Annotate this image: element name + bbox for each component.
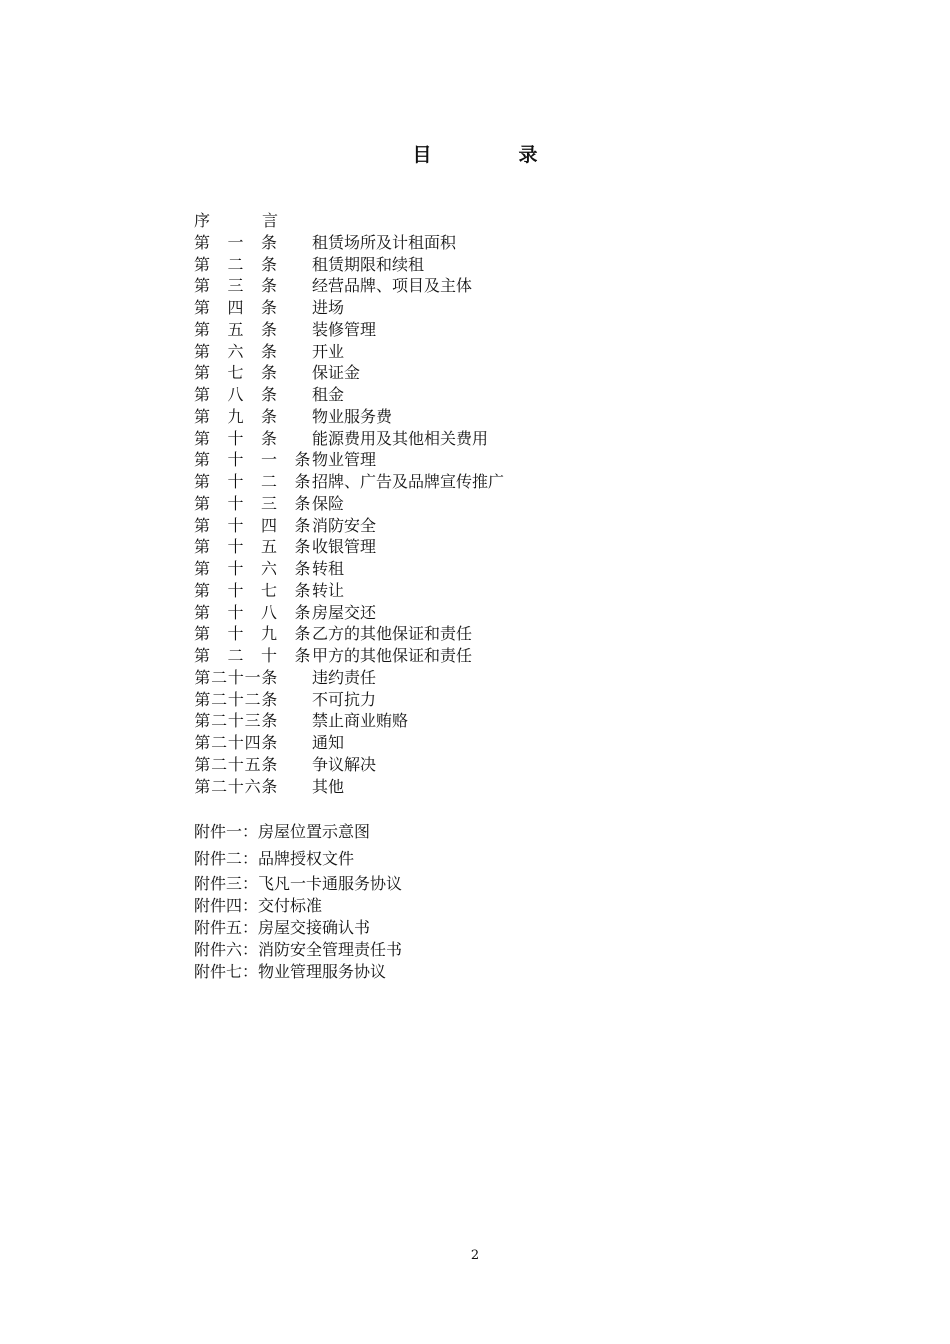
- article-number: 第 十 七 条: [194, 580, 311, 600]
- attachment-list: [194, 820, 402, 983]
- toc-row: [194, 319, 504, 341]
- toc-row: [194, 776, 504, 798]
- toc-row: [194, 232, 504, 254]
- article-name: 物业管理: [312, 450, 377, 470]
- toc-row: [194, 580, 504, 602]
- article-number: 第 十 二 条: [194, 472, 311, 491]
- page-number: 2: [470, 1248, 480, 1263]
- toc-row: [194, 623, 504, 645]
- attachment-item: 附件七：物业管理服务协议: [194, 962, 387, 981]
- article-name: 违约责任: [312, 667, 377, 687]
- toc-row: [194, 536, 504, 558]
- toc-row: [194, 428, 504, 450]
- preface-char-1: 序: [194, 211, 211, 230]
- toc-row: [194, 493, 504, 515]
- attachment-item: 附件四：交付标准: [194, 896, 323, 915]
- article-number: 第二十四条: [194, 733, 278, 752]
- attachment-item: 附件六：消防安全管理责任书: [194, 940, 403, 959]
- attachment-item: 附件二：品牌授权文件: [194, 849, 355, 868]
- toc-row: [194, 558, 504, 580]
- toc-row: [194, 384, 504, 406]
- article-name: 转让: [312, 580, 345, 600]
- page-title: 目 录: [412, 144, 572, 166]
- article-number: 第 八 条: [194, 385, 278, 404]
- article-number: 第 十 条: [194, 428, 278, 448]
- toc-row: [194, 515, 504, 537]
- toc-row: [194, 710, 504, 732]
- article-name: 通知: [312, 733, 345, 752]
- article-number: 第 十 九 条: [194, 624, 311, 644]
- table-of-contents: [194, 210, 504, 797]
- article-number: 第 十 四 条: [194, 515, 311, 535]
- toc-row: [194, 732, 504, 754]
- article-number: 第 七 条: [194, 363, 278, 383]
- toc-row: [194, 471, 504, 493]
- preface-char-2: 言: [262, 211, 279, 230]
- article-number: 第 十 三 条: [194, 493, 311, 513]
- article-name: 保证金: [312, 363, 361, 383]
- toc-row: [194, 667, 504, 689]
- article-name: 转租: [312, 559, 345, 578]
- article-name: 收银管理: [312, 537, 377, 557]
- article-name: 甲方的其他保证和责任: [312, 646, 473, 665]
- toc-row: [194, 275, 504, 297]
- article-number: 第 十 六 条: [194, 559, 311, 578]
- toc-row: [194, 645, 504, 667]
- article-number: 第 十 五 条: [194, 537, 311, 557]
- article-number: 第 三 条: [194, 276, 278, 296]
- article-number: 第二十五条: [194, 754, 278, 774]
- attachment-item: 附件三：飞凡一卡通服务协议: [194, 874, 403, 893]
- article-name: 进场: [312, 298, 345, 317]
- article-number: 第二十二条: [194, 689, 278, 709]
- article-number: 第二十一条: [194, 667, 278, 687]
- toc-row: [194, 362, 504, 384]
- toc-row: [194, 602, 504, 624]
- toc-row: [194, 297, 504, 319]
- article-name: 禁止商业贿赂: [312, 711, 409, 731]
- article-number: 第二十三条: [194, 711, 278, 731]
- article-name: 开业: [312, 341, 345, 361]
- article-name: 物业服务费: [312, 406, 393, 426]
- toc-row: [194, 341, 504, 363]
- attachment-item: 附件五：房屋交接确认书: [194, 918, 371, 937]
- article-number: 第 一 条: [194, 232, 278, 252]
- article-name: 招牌、广告及品牌宣传推广: [312, 472, 505, 491]
- toc-row: [194, 689, 504, 711]
- toc-row: [194, 754, 504, 776]
- article-name: 消防安全: [312, 515, 377, 535]
- article-name: 不可抗力: [312, 689, 377, 709]
- attachment-item: 附件一：房屋位置示意图: [194, 822, 371, 841]
- article-number: 第 四 条: [194, 298, 278, 317]
- toc-row: [194, 406, 504, 428]
- article-name: 租金: [312, 385, 345, 404]
- article-name: 能源费用及其他相关费用: [312, 428, 489, 448]
- toc-row: [194, 254, 504, 276]
- article-name: 装修管理: [312, 319, 377, 339]
- article-number: 第 二 十 条: [194, 646, 311, 665]
- article-name: 保险: [312, 493, 345, 513]
- article-name: 其他: [312, 776, 345, 796]
- article-name: 经营品牌、项目及主体: [312, 276, 473, 296]
- article-name: 争议解决: [312, 754, 377, 774]
- article-number: 第 十 一 条: [194, 450, 311, 470]
- article-name: 租赁期限和续租: [312, 254, 425, 274]
- article-number: 第 五 条: [194, 319, 278, 339]
- toc-preface: [194, 210, 504, 232]
- article-number: 第 二 条: [194, 254, 278, 274]
- article-list: [194, 232, 504, 798]
- article-number: 第 十 八 条: [194, 602, 311, 622]
- article-name: 房屋交还: [312, 602, 377, 622]
- article-number: 第二十六条: [194, 776, 278, 796]
- article-number: 第 九 条: [194, 406, 278, 426]
- toc-row: [194, 449, 504, 471]
- article-name: 乙方的其他保证和责任: [312, 624, 473, 644]
- article-name: 租赁场所及计租面积: [312, 232, 457, 252]
- article-number: 第 六 条: [194, 341, 278, 361]
